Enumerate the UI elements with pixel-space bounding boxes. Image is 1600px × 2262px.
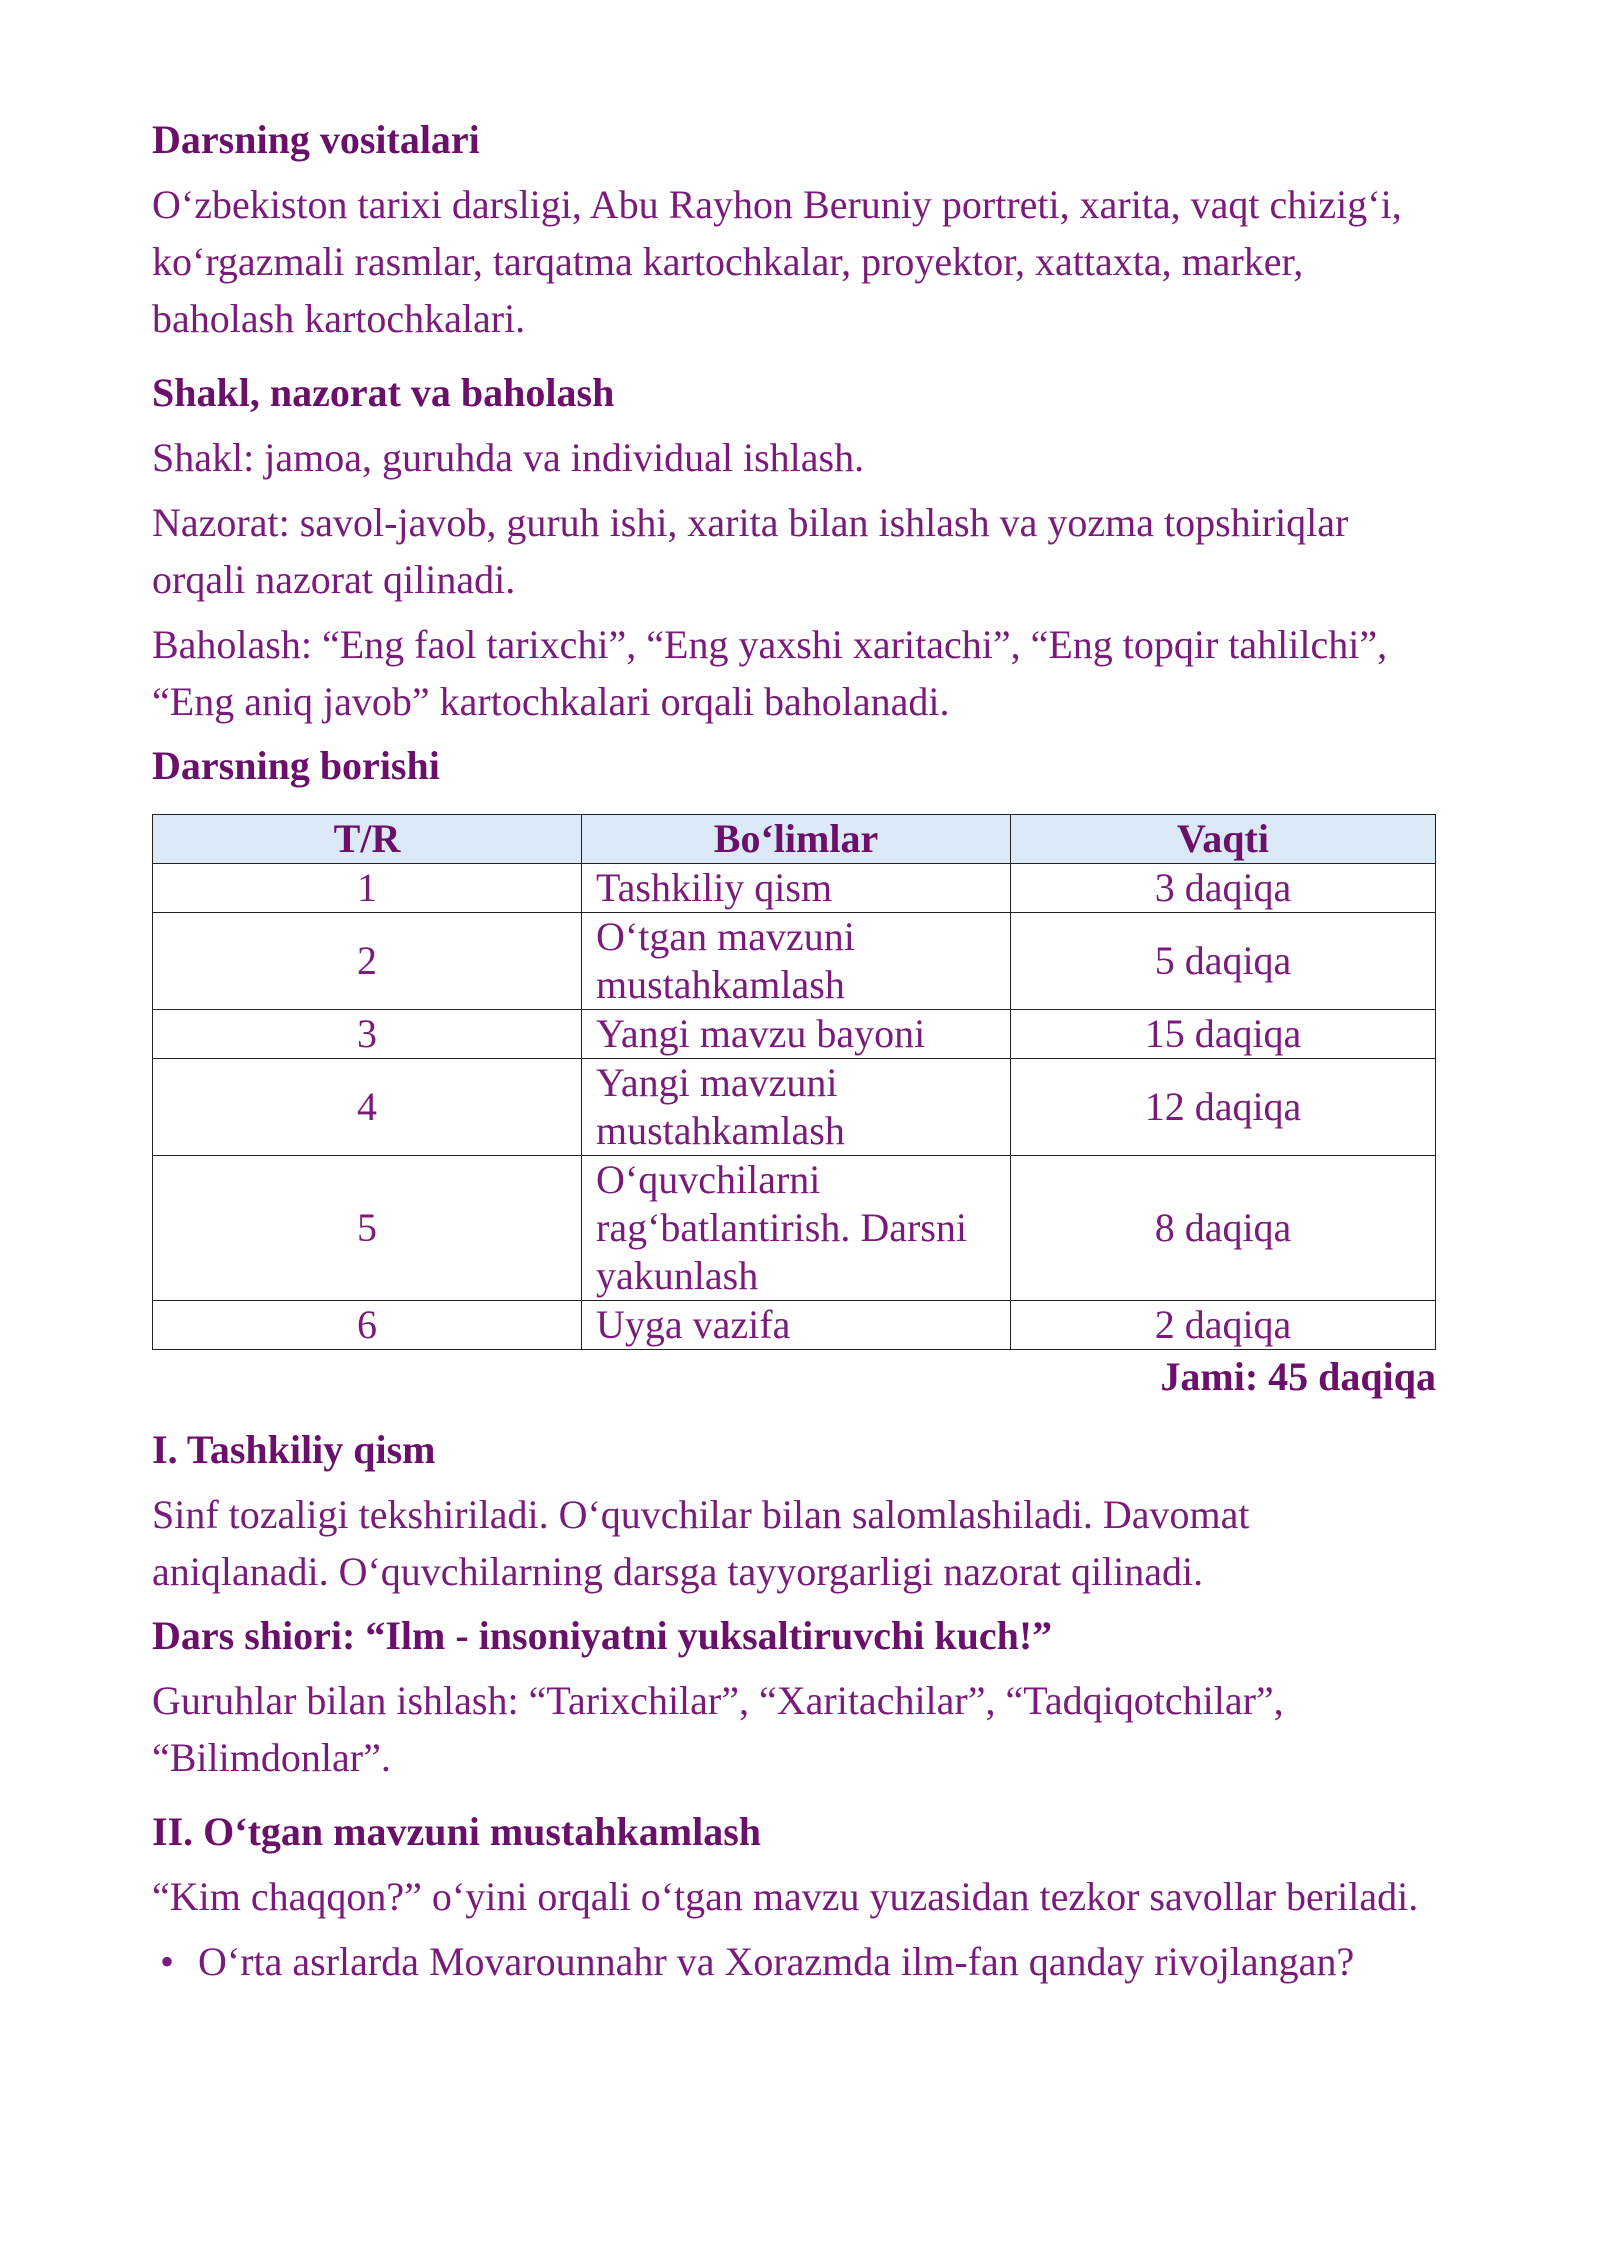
row-time: 15 daqiqa: [1011, 1010, 1436, 1059]
table-header-row: [153, 815, 1436, 864]
lesson-motto: Dars shiori: “Ilm - insoniyatni yuksaltiruvchi kuch!”: [152, 1613, 1053, 1658]
lesson-plan-table: [152, 814, 1436, 1350]
section-heading-tools: Darsning vositalari: [152, 117, 480, 162]
total-duration: Jami: 45 daqiqa: [1160, 1354, 1436, 1399]
table-row: [153, 1301, 1436, 1350]
tools-paragraph: O‘zbekiston tarixi darsligi, Abu Rayhon Beruniy portreti, xarita, vaqt chizig‘i, ko‘rgazmali rasmlar, tarqatma kartochkalar, proyektor, xattaxta, marker, baholash kartochkalari.: [152, 182, 1402, 341]
table-row: [153, 913, 1436, 1010]
table-row: [153, 1156, 1436, 1301]
control-paragraph: Nazorat: savol-javob, guruh ishi, xarita bilan ishlash va yozma topshiriqlar orqali nazorat qilinadi.: [152, 500, 1349, 602]
list-item: [152, 1933, 1436, 1990]
table-row: [153, 864, 1436, 913]
form-paragraph: Shakl: jamoa, guruhda va individual ishlash.: [152, 435, 865, 480]
grading-paragraph: Baholash: “Eng faol tarixchi”, “Eng yaxshi xaritachi”, “Eng topqir tahlilchi”, “Eng aniq javob” kartochkalari orqali baholanadi.: [152, 622, 1388, 724]
column-header-time: Vaqti: [1011, 815, 1436, 864]
row-section: O‘quvchilarni rag‘batlantirish. Darsni yakunlash: [582, 1156, 1011, 1301]
page-content: [152, 112, 1436, 1990]
organization-paragraph: Sinf tozaligi tekshiriladi. O‘quvchilar bilan salomlashiladi. Davomat aniqlanadi. O‘quvchilarning darsga tayyorgarligi nazorat qilinadi.: [152, 1492, 1250, 1594]
row-section: Yangi mavzuni mustahkamlash: [582, 1059, 1011, 1156]
column-header-sections: Bo‘limlar: [582, 815, 1011, 864]
row-number: 6: [153, 1301, 582, 1350]
question-list: [152, 1933, 1436, 1990]
table-row: [153, 1059, 1436, 1156]
section-heading-assessment: Shakl, nazorat va baholash: [152, 370, 615, 415]
review-paragraph: “Kim chaqqon?” o‘yini orqali o‘tgan mavzu yuzasidan tezkor savollar beriladi.: [152, 1874, 1419, 1919]
row-time: 3 daqiqa: [1011, 864, 1436, 913]
groups-paragraph: Guruhlar bilan ishlash: “Tarixchilar”, “Xaritachilar”, “Tadqiqotchilar”, “Bilimdonlar”.: [152, 1678, 1284, 1780]
section-heading-organization: I. Tashkiliy qism: [152, 1427, 436, 1472]
row-number: 3: [153, 1010, 582, 1059]
row-section: O‘tgan mavzuni mustahkamlash: [582, 913, 1011, 1010]
row-time: 2 daqiqa: [1011, 1301, 1436, 1350]
row-time: 12 daqiqa: [1011, 1059, 1436, 1156]
section-heading-review: II. O‘tgan mavzuni mustahkamlash: [152, 1809, 762, 1854]
row-number: 1: [153, 864, 582, 913]
table-row: [153, 1010, 1436, 1059]
bullet-icon: •: [160, 1939, 175, 1984]
row-number: 4: [153, 1059, 582, 1156]
row-number: 5: [153, 1156, 582, 1301]
row-section: Tashkiliy qism: [582, 864, 1011, 913]
row-section: Uyga vazifa: [582, 1301, 1011, 1350]
section-heading-lesson-flow: Darsning borishi: [152, 743, 440, 788]
row-number: 2: [153, 913, 582, 1010]
row-time: 5 daqiqa: [1011, 913, 1436, 1010]
row-time: 8 daqiqa: [1011, 1156, 1436, 1301]
column-header-number: T/R: [153, 815, 582, 864]
row-section: Yangi mavzu bayoni: [582, 1010, 1011, 1059]
list-item-text: O‘rta asrlarda Movarounnahr va Xorazmda ilm-fan qanday rivojlangan?: [198, 1939, 1355, 1984]
